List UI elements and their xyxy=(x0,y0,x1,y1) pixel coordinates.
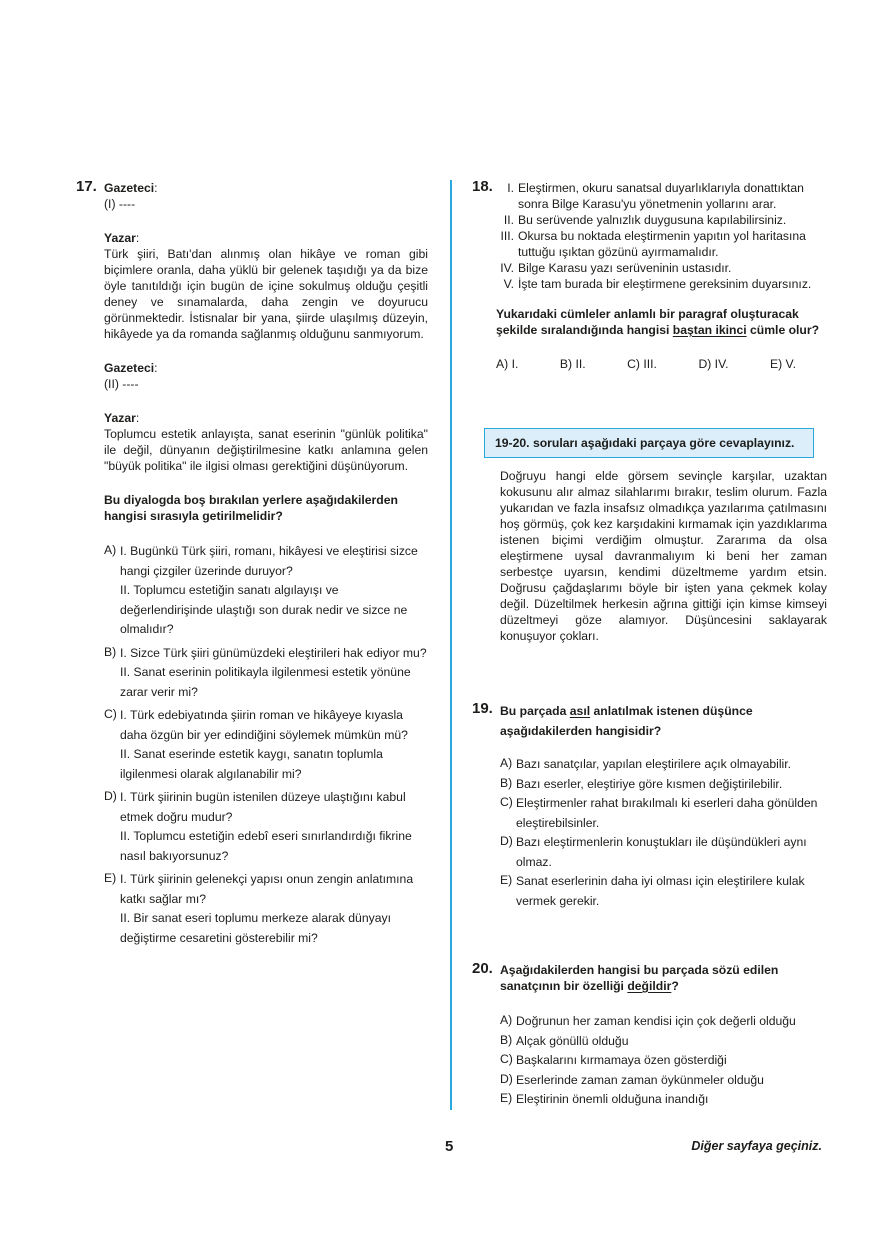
option-letter: A) xyxy=(104,543,117,557)
option-letter: B) xyxy=(500,1032,513,1047)
q17-option-b[interactable] xyxy=(104,644,428,703)
blank-1: (I) ---- xyxy=(104,197,136,211)
q20-option-d[interactable] xyxy=(500,1071,827,1091)
option-part-i: I. Bugünkü Türk şiiri, romanı, hikâyesi ve eleştirisi sizce hangi çizgiler üzerinde duruyor? xyxy=(120,544,418,578)
sentence-numeral: I. xyxy=(507,181,514,195)
option-part-ii: II. Toplumcu estetiğin sanatı algılayışı ve değerlendirişinde ulaştığı son durak nedir ve sizce ne olmalıdır? xyxy=(120,583,408,636)
option-text: Sanat eserlerinin daha iyi olması için eleştirilere kulak vermek gerekir. xyxy=(516,874,805,908)
page-number: 5 xyxy=(445,1138,454,1155)
question-17-number: 17. xyxy=(76,178,97,195)
sentence-numeral: II. xyxy=(503,213,514,227)
option-letter: A) xyxy=(500,756,513,770)
question-18 xyxy=(472,178,827,372)
option-letter: B) xyxy=(500,775,513,790)
sentence-text: Eleştirmen, okuru sanatsal duyarlıklarıyla donattıktan sonra Bilge Karasu'yu yönetmenin yollarını arar. xyxy=(518,181,804,211)
option-letter: E) xyxy=(500,873,513,887)
q18-option-c[interactable]: C) III. xyxy=(627,357,657,371)
yazar-text-1: Türk şiiri, Batı'dan alınmış olan hikâye ve roman gibi biçimlere oranla, daha yüklü bir gelenek taşıdığı ya da bize öyle tanıtıldığı için bugün de içine sokulmuş olduğu çeşitli deney ve sınamalarda, daha zengin ve doyurucu görünmektedir. İstisnalar bir yana, şiirde ulaşılmış düzeyin, hikâyede ya da romanda sağlanmış olduğunu sanmıyorum. xyxy=(104,247,428,341)
option-part-ii: II. Bir sanat eseri toplumu merkeze alarak dünyayı değiştirme cesaretini gösterebilir mi? xyxy=(120,911,391,945)
question-20-prompt xyxy=(500,962,827,994)
yazar-text-2: Toplumcu estetik anlayışta, sanat eserinin "günlük politika" ile değil, dünyanın değiştirilmesine katkı anlamına gelen "büyük politika" ile ilgisi olması gerektiğini düşünüyorum. xyxy=(104,427,428,473)
prompt-part: ? xyxy=(671,979,679,993)
q17-option-e[interactable] xyxy=(104,870,428,948)
option-letter: C) xyxy=(500,795,513,809)
option-letter: E) xyxy=(500,1091,513,1105)
q18-option-b[interactable]: B) II. xyxy=(559,357,586,371)
question-20 xyxy=(472,960,827,1110)
q19-option-d[interactable] xyxy=(500,833,827,872)
q20-option-a[interactable] xyxy=(500,1012,827,1032)
sentence-text: İşte tam burada bir eleştirmene gereksinim duyarsınız. xyxy=(518,277,812,291)
option-part-ii: II. Toplumcu estetiğin edebî eseri sınırlandırdığı fikrine nasıl bakıyorsunuz? xyxy=(120,829,412,863)
sentence-text: Okursa bu noktada eleştirmenin yapıtın yol haritasına tuttuğu ışıktan gözünü ayırmamalıdır. xyxy=(518,229,806,259)
option-text: Doğrunun her zaman kendisi için çok değerli olduğu xyxy=(516,1014,796,1028)
question-17-prompt: Bu diyalogda boş bırakılan yerlere aşağıdakilerden hangisi sırasıyla getirilmelidir? xyxy=(104,493,398,523)
prompt-underlined: değildir xyxy=(627,979,672,993)
sentence-numeral: III. xyxy=(500,229,514,243)
blank-2: (II) ---- xyxy=(104,377,139,391)
question-19 xyxy=(472,700,827,911)
option-letter: A) xyxy=(500,1013,513,1027)
colon: : xyxy=(135,411,140,425)
sentence-iii xyxy=(496,228,827,260)
sentence-numeral: V. xyxy=(503,277,514,291)
sentence-text: Bu serüvende yalnızlık duygusuna kapılabilirsiniz. xyxy=(518,213,787,227)
column-divider xyxy=(450,180,452,1110)
speaker-gazeteci-1: Gazeteci xyxy=(104,181,155,195)
question-20-number: 20. xyxy=(472,960,493,977)
q18-option-e[interactable]: E) V. xyxy=(769,357,796,371)
option-part-i: I. Türk şiirinin bugün istenilen düzeye ulaştığını kabul etmek doğru mudur? xyxy=(120,790,406,824)
speaker-yazar-2: Yazar xyxy=(104,411,136,425)
question-18-prompt xyxy=(496,306,827,338)
sentence-iv xyxy=(496,260,827,276)
option-letter: C) xyxy=(104,707,117,721)
q19-option-a[interactable] xyxy=(500,755,827,775)
sentence-ii xyxy=(496,212,827,228)
colon: : xyxy=(154,181,158,195)
option-letter: B) xyxy=(104,644,117,659)
option-part-i: I. Türk edebiyatında şiirin roman ve hikâyeye kıyasla daha özgün bir yer edindiğini söylemek mümkün mü? xyxy=(120,708,408,742)
prompt-underlined: asıl xyxy=(569,704,591,718)
colon: : xyxy=(135,231,140,245)
prompt-part: Bu parçada xyxy=(500,704,570,718)
option-text: Eleştirinin önemli olduğuna inandığı xyxy=(516,1092,709,1106)
q19-option-e[interactable] xyxy=(500,872,827,911)
speaker-gazeteci-2: Gazeteci xyxy=(104,361,155,375)
q18-option-a[interactable]: A) I. xyxy=(496,357,519,371)
option-part-i: I. Sizce Türk şiiri günümüzdeki eleştirileri hak ediyor mu? xyxy=(120,645,427,660)
option-part-ii: II. Sanat eserinde estetik kaygı, sanatın toplumla ilgilenmesi olarak algılanabilir mi? xyxy=(120,747,383,781)
sentence-v xyxy=(496,276,827,292)
q20-option-b[interactable] xyxy=(500,1032,827,1052)
option-text: Bazı eleştirmenlerin konuştukları ile düşündükleri aynı olmaz. xyxy=(516,835,807,869)
option-letter: D) xyxy=(500,1071,513,1086)
passage-text: Doğruyu hangi elde görsem sevinçle karşılar, uzaktan kokusunu alır almaz silahlarımı bırakır, teslim olurum. Fazla yukarıdan ve fazla insafsız olmadıkça yazılarıma çatılmasını hoş görmüş, çok kez karşıdakini kırmamak için yazdıklarıma istenen biçimi verdiğim olmuştur. Zararıma da olsa eleştirmene uysal davranmalıyım ki beni her zaman serbestçe uyarsın, kendimi düzeltmeme yardım etsin. Doğrusu çağdaşlarımı böyle bir işten yana çekmek kolay değil. Düzeltilmek herkesin ağrına gittiği için kimse kimseyi düzeltmeyi göze alamıyor. Düşüncesini saklayarak konuşuyor çokları. xyxy=(500,469,827,643)
q19-option-c[interactable] xyxy=(500,794,827,833)
question-18-number: 18. xyxy=(472,178,493,195)
next-page-note: Diğer sayfaya geçiniz. xyxy=(691,1139,822,1153)
question-17 xyxy=(76,178,428,952)
colon: : xyxy=(154,361,158,375)
sentence-text: Bilge Karasu yazı serüveninin ustasıdır. xyxy=(518,261,732,275)
option-text: Başkalarını kırmamaya özen gösterdiği xyxy=(516,1053,727,1067)
q20-option-e[interactable] xyxy=(500,1090,827,1110)
q17-option-d[interactable] xyxy=(104,788,428,866)
option-letter: E) xyxy=(104,871,117,885)
option-part-i: I. Türk şiirinin gelenekçi yapısı onun zengin anlatımına katkı sağlar mı? xyxy=(120,872,414,906)
q17-option-a[interactable] xyxy=(104,542,428,640)
sentence-numeral: IV. xyxy=(500,261,514,275)
sentence-i xyxy=(496,180,827,212)
q18-option-d[interactable]: D) IV. xyxy=(698,357,729,371)
prompt-part: Yukarıdaki cümleler anlamlı bir paragraf oluşturacak şekilde sıralandığında hangisi xyxy=(496,307,799,337)
prompt-underlined: baştan ikinci xyxy=(672,323,747,337)
passage-header: 19-20. soruları aşağıdaki parçaya göre cevaplayınız. xyxy=(484,428,814,458)
option-text: Bazı sanatçılar, yapılan eleştirilere açık olmayabilir. xyxy=(516,757,792,771)
right-column xyxy=(472,178,827,1106)
question-19-prompt xyxy=(500,702,827,741)
prompt-part: Aşağıdakilerden hangisi bu parçada sözü edilen sanatçının bir özelliği xyxy=(500,963,779,993)
option-letter: D) xyxy=(500,834,513,848)
prompt-part: cümle olur? xyxy=(746,323,820,337)
speaker-yazar-1: Yazar xyxy=(104,231,136,245)
option-letter: D) xyxy=(104,789,117,803)
option-text: Alçak gönüllü olduğu xyxy=(516,1033,629,1048)
prompt-part: anlatılmak istenen düşünce aşağıdakilerden hangisidir? xyxy=(500,704,753,738)
option-part-ii: II. Sanat eserinin politikayla ilgilenmesi estetik yönüne zarar verir mi? xyxy=(120,665,411,699)
q20-option-c[interactable] xyxy=(500,1051,827,1071)
option-text: Bazı eserler, eleştiriye göre kısmen değiştirilebilir. xyxy=(516,776,783,791)
q17-option-c[interactable] xyxy=(104,706,428,784)
question-19-number: 19. xyxy=(472,700,493,717)
q19-option-b[interactable] xyxy=(500,775,827,795)
option-text: Eleştirmenler rahat bırakılmalı ki eserleri daha gönülden eleştirebilsinler. xyxy=(516,796,818,830)
q18-answers xyxy=(496,356,796,372)
option-text: Eserlerinde zaman zaman öykünmeler olduğu xyxy=(516,1072,764,1087)
option-letter: C) xyxy=(500,1052,513,1066)
